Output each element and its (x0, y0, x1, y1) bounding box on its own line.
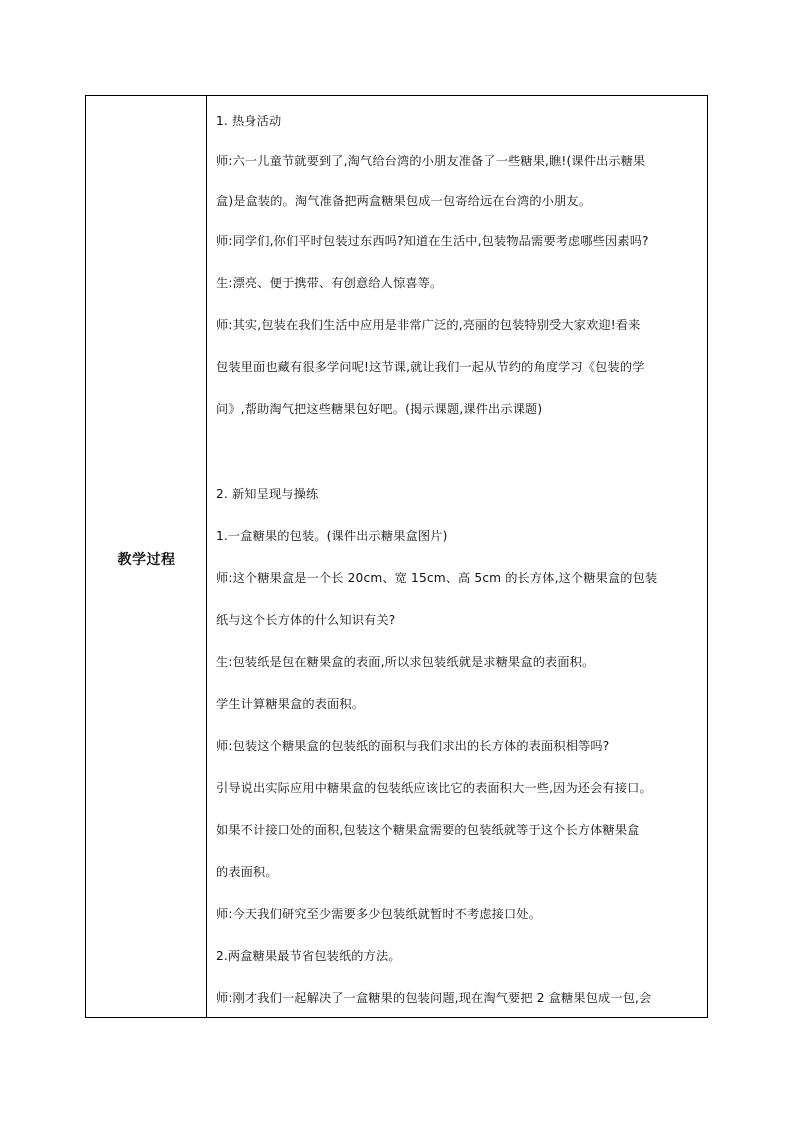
paragraph-line: 包装里面也藏有很多学问呢!这节课,就让我们一起从节约的角度学习《包装的学 (216, 360, 645, 374)
paragraph-line: 师:今天我们研究至少需要多少包装纸就暂时不考虑接口处。 (216, 907, 542, 921)
paragraph-line: 盒)是盒装的。淘气准备把两盒糖果包成一包寄给远在台湾的小朋友。 (216, 194, 592, 208)
paragraph-line: 师:同学们,你们平时包装过东西吗?知道在生活中,包装物品需要考虑哪些因素吗? (216, 234, 649, 248)
paragraph-line: 2.两盒糖果最节省包装纸的方法。 (216, 949, 401, 963)
paragraph-line: 如果不计接口处的面积,包装这个糖果盒需要的包装纸就等于这个长方体糖果盒 (216, 823, 640, 837)
paragraph-line: 师:包装这个糖果盒的包装纸的面积与我们求出的长方体的表面积相等吗? (216, 739, 610, 753)
paragraph-line: 纸与这个长方体的什么知识有关? (216, 613, 396, 627)
section-heading-new-knowledge: 2. 新知呈现与操练 (216, 487, 319, 501)
paragraph-line: 学生计算糖果盒的表面积。 (216, 697, 365, 711)
paragraph-line: 师:其实,包装在我们生活中应用是非常广泛的,亮丽的包装特别受大家欢迎!看来 (216, 318, 641, 332)
section-heading-warmup: 1. 热身活动 (216, 114, 282, 128)
paragraph-line: 师:六一儿童节就要到了,淘气给台湾的小朋友准备了一些糖果,瞧!(课件出示糖果 (216, 154, 646, 168)
content-cell (207, 96, 707, 1017)
row-label-cell (86, 96, 207, 1017)
lesson-table (85, 95, 708, 1018)
paragraph-line: 引导说出实际应用中糖果盒的包装纸应该比它的表面积大一些,因为还会有接口。 (216, 781, 652, 795)
row-label: 教学过程 (117, 552, 176, 568)
paragraph-line: 师:刚才我们一起解决了一盒糖果的包装问题,现在淘气要把 2 盒糖果包成一包,会 (216, 991, 652, 1005)
paragraph-line: 的表面积。 (216, 865, 278, 879)
paragraph-line: 1.一盒糖果的包装。(课件出示糖果盒图片) (216, 529, 448, 543)
paragraph-line: 师:这个糖果盒是一个长 20cm、宽 15cm、高 5cm 的长方体,这个糖果盒的包装 (216, 571, 658, 585)
paragraph-line: 问》,帮助淘气把这些糖果包好吧。(揭示课题,课件出示课题) (216, 402, 543, 416)
paragraph-line: 生:包装纸是包在糖果盒的表面,所以求包装纸就是求糖果盒的表面积。 (216, 655, 595, 669)
paragraph-line: 生:漂亮、便于携带、有创意给人惊喜等。 (216, 276, 443, 290)
